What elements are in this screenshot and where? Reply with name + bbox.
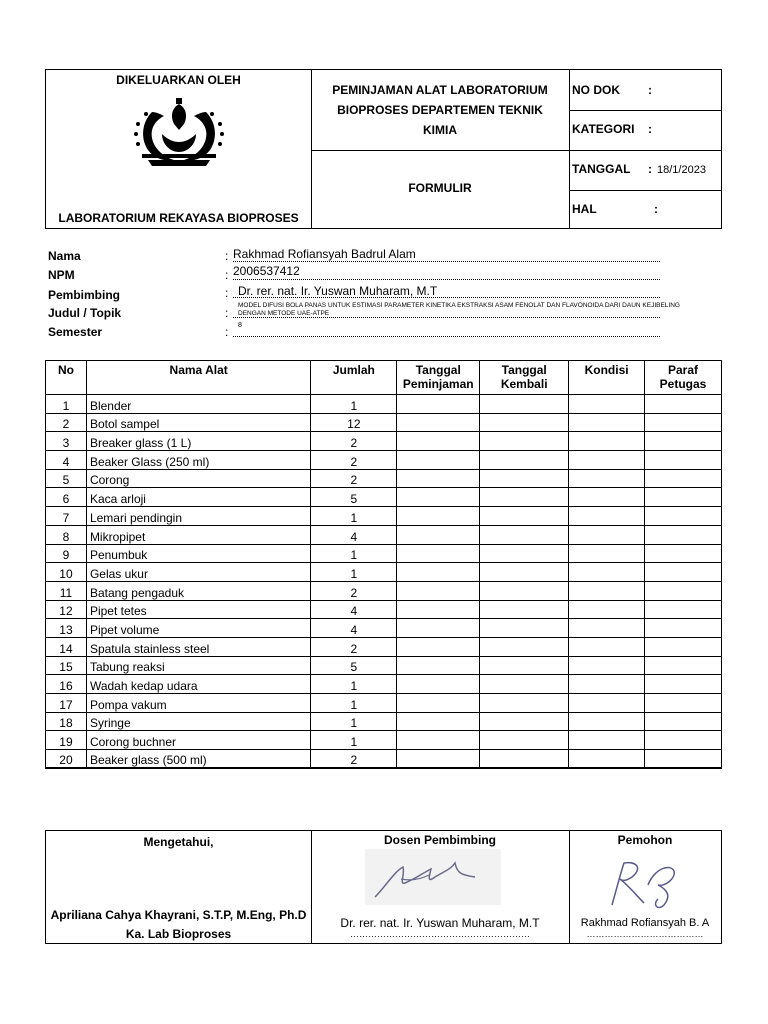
table-row bbox=[46, 544, 722, 563]
table-row bbox=[46, 525, 722, 544]
row-tgl-pinjam bbox=[397, 731, 480, 750]
col-tgl-kembali-2: Kembali bbox=[500, 377, 548, 391]
row-tgl-pinjam bbox=[397, 563, 480, 582]
semester-colon: : bbox=[225, 325, 229, 339]
table-row bbox=[46, 395, 722, 414]
col-paraf-2: Petugas bbox=[659, 377, 707, 391]
kategori-label: KATEGORI bbox=[572, 122, 635, 136]
row-number: 13 bbox=[46, 619, 87, 638]
row-tool-name: Beaker Glass (250 ml) bbox=[86, 451, 310, 470]
row-tgl-kembali bbox=[480, 395, 569, 414]
judul-colon: : bbox=[225, 306, 229, 320]
col-paraf-1: Paraf bbox=[668, 363, 699, 377]
row-kondisi bbox=[569, 731, 645, 750]
row-number: 10 bbox=[46, 563, 87, 582]
row-paraf bbox=[645, 731, 722, 750]
row-tool-name: Pipet volume bbox=[86, 619, 310, 638]
row-kondisi bbox=[569, 432, 645, 451]
row-number: 5 bbox=[46, 469, 87, 488]
row-paraf bbox=[645, 507, 722, 526]
row-quantity: 1 bbox=[311, 507, 397, 526]
col-tgl-pinjam-1: Tanggal bbox=[415, 363, 461, 377]
row-tool-name: Tabung reaksi bbox=[86, 656, 310, 675]
table-row bbox=[46, 637, 722, 656]
title-line-1: PEMINJAMAN ALAT LABORATORIUM bbox=[332, 83, 548, 97]
judul-value-line2: DENGAN METODE UAE-ATPE bbox=[238, 310, 330, 317]
row-kondisi bbox=[569, 563, 645, 582]
row-tgl-pinjam bbox=[397, 619, 480, 638]
row-kondisi bbox=[569, 451, 645, 470]
row-tgl-pinjam bbox=[397, 600, 480, 619]
col-jumlah: Jumlah bbox=[311, 361, 397, 395]
col-no: No bbox=[46, 361, 87, 395]
row-quantity: 2 bbox=[311, 581, 397, 600]
table-row bbox=[46, 581, 722, 600]
signature-block bbox=[45, 830, 722, 944]
table-row bbox=[46, 563, 722, 582]
row-paraf bbox=[645, 413, 722, 432]
npm-value: 2006537412 bbox=[233, 264, 300, 278]
row-tgl-kembali bbox=[480, 656, 569, 675]
table-row bbox=[46, 694, 722, 713]
tanggal-label: TANGGAL bbox=[572, 162, 631, 176]
row-tgl-kembali bbox=[480, 712, 569, 731]
row-kondisi bbox=[569, 712, 645, 731]
judul-value-line1: MODEL DIFUSI BOLA PANAS UNTUK ESTIMASI PARAMETER KINETIKA EKSTRAKSI ASAM FENOLAT DAN FLAVONOIDA DARI DAUN KEJIBELING bbox=[238, 302, 680, 309]
row-tgl-kembali bbox=[480, 581, 569, 600]
row-quantity: 1 bbox=[311, 694, 397, 713]
row-paraf bbox=[645, 712, 722, 731]
no-dok-value: : bbox=[648, 83, 652, 97]
row-tool-name: Blender bbox=[86, 395, 310, 414]
row-number: 3 bbox=[46, 432, 87, 451]
row-kondisi bbox=[569, 507, 645, 526]
row-paraf bbox=[645, 525, 722, 544]
row-tgl-kembali bbox=[480, 731, 569, 750]
row-quantity: 2 bbox=[311, 469, 397, 488]
row-tgl-kembali bbox=[480, 675, 569, 694]
row-tgl-pinjam bbox=[397, 469, 480, 488]
row-number: 18 bbox=[46, 712, 87, 731]
row-paraf bbox=[645, 563, 722, 582]
table-row bbox=[46, 600, 722, 619]
row-paraf bbox=[645, 395, 722, 414]
table-row bbox=[46, 507, 722, 526]
row-kondisi bbox=[569, 637, 645, 656]
row-paraf bbox=[645, 488, 722, 507]
semester-label: Semester bbox=[48, 325, 103, 339]
row-kondisi bbox=[569, 694, 645, 713]
row-number: 9 bbox=[46, 544, 87, 563]
row-quantity: 1 bbox=[311, 563, 397, 582]
row-tgl-pinjam bbox=[397, 750, 480, 769]
row-quantity: 1 bbox=[311, 395, 397, 414]
row-quantity: 1 bbox=[311, 544, 397, 563]
row-kondisi bbox=[569, 525, 645, 544]
row-tgl-kembali bbox=[480, 694, 569, 713]
row-tgl-kembali bbox=[480, 507, 569, 526]
tanggal-colon: : bbox=[648, 162, 652, 176]
row-tgl-kembali bbox=[480, 619, 569, 638]
row-tgl-kembali bbox=[480, 525, 569, 544]
row-kondisi bbox=[569, 395, 645, 414]
row-kondisi bbox=[569, 544, 645, 563]
row-tgl-kembali bbox=[480, 637, 569, 656]
pemohon-name: Rakhmad Rofiansyah B. A bbox=[580, 917, 710, 929]
row-number: 8 bbox=[46, 525, 87, 544]
pemohon-dots: ………………………………… bbox=[586, 929, 704, 939]
row-tgl-kembali bbox=[480, 600, 569, 619]
row-tool-name: Lemari pendingin bbox=[86, 507, 310, 526]
row-quantity: 1 bbox=[311, 731, 397, 750]
row-tgl-kembali bbox=[480, 432, 569, 451]
row-kondisi bbox=[569, 488, 645, 507]
col-nama-alat: Nama Alat bbox=[86, 361, 310, 395]
row-tool-name: Corong buchner bbox=[86, 731, 310, 750]
row-quantity: 12 bbox=[311, 413, 397, 432]
row-quantity: 1 bbox=[311, 712, 397, 731]
row-paraf bbox=[645, 675, 722, 694]
row-tgl-pinjam bbox=[397, 694, 480, 713]
row-number: 14 bbox=[46, 637, 87, 656]
row-tgl-pinjam bbox=[397, 507, 480, 526]
row-number: 11 bbox=[46, 581, 87, 600]
dosen-label: Dosen Pembimbing bbox=[383, 833, 496, 847]
dosen-name: Dr. rer. nat. Ir. Yuswan Muharam, M.T bbox=[340, 916, 540, 930]
row-tgl-pinjam bbox=[397, 581, 480, 600]
row-tool-name: Pipet tetes bbox=[86, 600, 310, 619]
npm-colon: : bbox=[225, 268, 229, 282]
row-quantity: 4 bbox=[311, 619, 397, 638]
col-tgl-pinjam bbox=[397, 361, 480, 395]
row-quantity: 2 bbox=[311, 637, 397, 656]
title-line-2: BIOPROSES DEPARTEMEN TEKNIK bbox=[337, 103, 543, 117]
table-row bbox=[46, 451, 722, 470]
row-tgl-kembali bbox=[480, 563, 569, 582]
row-tgl-pinjam bbox=[397, 544, 480, 563]
row-tool-name: Batang pengaduk bbox=[86, 581, 310, 600]
row-tgl-kembali bbox=[480, 413, 569, 432]
table-row bbox=[46, 712, 722, 731]
row-tool-name: Botol sampel bbox=[86, 413, 310, 432]
row-tgl-pinjam bbox=[397, 395, 480, 414]
nama-colon: : bbox=[225, 249, 229, 263]
university-logo bbox=[132, 94, 226, 172]
row-paraf bbox=[645, 637, 722, 656]
pembimbing-value: Dr. rer. nat. Ir. Yuswan Muharam, M.T bbox=[238, 284, 438, 298]
row-paraf bbox=[645, 451, 722, 470]
row-tool-name: Spatula stainless steel bbox=[86, 637, 310, 656]
row-kondisi bbox=[569, 600, 645, 619]
row-number: 6 bbox=[46, 488, 87, 507]
col-tgl-kembali-1: Tanggal bbox=[501, 363, 547, 377]
row-paraf bbox=[645, 581, 722, 600]
document-header bbox=[45, 69, 722, 229]
row-tool-name: Corong bbox=[86, 469, 310, 488]
row-quantity: 5 bbox=[311, 656, 397, 675]
pembimbing-colon: : bbox=[225, 286, 229, 300]
row-tool-name: Pompa vakum bbox=[86, 694, 310, 713]
row-tgl-kembali bbox=[480, 488, 569, 507]
row-paraf bbox=[645, 600, 722, 619]
row-tool-name: Syringe bbox=[86, 712, 310, 731]
form-label: FORMULIR bbox=[408, 181, 472, 195]
row-quantity: 5 bbox=[311, 488, 397, 507]
row-tgl-pinjam bbox=[397, 637, 480, 656]
row-number: 7 bbox=[46, 507, 87, 526]
row-number: 2 bbox=[46, 413, 87, 432]
row-tool-name: Gelas ukur bbox=[86, 563, 310, 582]
row-tool-name: Wadah kedap udara bbox=[86, 675, 310, 694]
table-row bbox=[46, 675, 722, 694]
row-number: 20 bbox=[46, 750, 87, 769]
no-dok-label: NO DOK bbox=[572, 83, 620, 97]
row-tgl-pinjam bbox=[397, 432, 480, 451]
row-number: 1 bbox=[46, 395, 87, 414]
title-line-3: KIMIA bbox=[423, 123, 457, 137]
row-tgl-pinjam bbox=[397, 712, 480, 731]
tools-table bbox=[45, 360, 722, 769]
hal-value: : bbox=[654, 202, 658, 216]
row-tgl-pinjam bbox=[397, 451, 480, 470]
row-tool-name: Mikropipet bbox=[86, 525, 310, 544]
col-tgl-kembali bbox=[480, 361, 569, 395]
row-tool-name: Beaker glass (500 ml) bbox=[86, 750, 310, 769]
row-tool-name: Breaker glass (1 L) bbox=[86, 432, 310, 451]
lab-name: LABORATORIUM REKAYASA BIOPROSES bbox=[58, 211, 299, 225]
row-number: 16 bbox=[46, 675, 87, 694]
dosen-signature bbox=[365, 849, 501, 905]
row-tool-name: Penumbuk bbox=[86, 544, 310, 563]
row-quantity: 4 bbox=[311, 600, 397, 619]
row-kondisi bbox=[569, 469, 645, 488]
row-quantity: 2 bbox=[311, 750, 397, 769]
col-tgl-pinjam-2: Peminjaman bbox=[402, 377, 474, 391]
col-kondisi: Kondisi bbox=[569, 361, 645, 395]
mengetahui-label: Mengetahui, bbox=[143, 835, 214, 849]
row-quantity: 2 bbox=[311, 451, 397, 470]
row-quantity: 4 bbox=[311, 525, 397, 544]
judul-label: Judul / Topik bbox=[48, 306, 122, 320]
pembimbing-label: Pembimbing bbox=[48, 288, 121, 302]
row-paraf bbox=[645, 694, 722, 713]
tanggal-value: 18/1/2023 bbox=[657, 164, 706, 176]
row-number: 15 bbox=[46, 656, 87, 675]
row-kondisi bbox=[569, 675, 645, 694]
row-paraf bbox=[645, 469, 722, 488]
row-paraf bbox=[645, 656, 722, 675]
row-kondisi bbox=[569, 581, 645, 600]
row-tgl-kembali bbox=[480, 469, 569, 488]
pemohon-signature bbox=[602, 855, 692, 911]
table-row bbox=[46, 432, 722, 451]
row-paraf bbox=[645, 432, 722, 451]
row-tool-name: Kaca arloji bbox=[86, 488, 310, 507]
row-number: 17 bbox=[46, 694, 87, 713]
row-number: 19 bbox=[46, 731, 87, 750]
dosen-dots: …………………………………………………… bbox=[350, 929, 530, 939]
npm-label: NPM bbox=[48, 268, 75, 282]
kategori-value: : bbox=[648, 122, 652, 136]
kalab-name: Apriliana Cahya Khayrani, S.T.P, M.Eng, Ph.D bbox=[50, 908, 307, 922]
pemohon-label: Pemohon bbox=[617, 833, 673, 847]
row-tgl-pinjam bbox=[397, 675, 480, 694]
row-tgl-pinjam bbox=[397, 525, 480, 544]
hal-label: HAL bbox=[572, 202, 597, 216]
issued-by-label: DIKELUARKAN OLEH bbox=[116, 73, 241, 87]
nama-value: Rakhmad Rofiansyah Badrul Alam bbox=[233, 247, 416, 261]
row-number: 4 bbox=[46, 451, 87, 470]
table-row bbox=[46, 488, 722, 507]
row-number: 12 bbox=[46, 600, 87, 619]
nama-label: Nama bbox=[48, 249, 81, 263]
table-row bbox=[46, 619, 722, 638]
table-row bbox=[46, 413, 722, 432]
row-tgl-kembali bbox=[480, 451, 569, 470]
row-paraf bbox=[645, 619, 722, 638]
row-tgl-kembali bbox=[480, 544, 569, 563]
row-quantity: 1 bbox=[311, 675, 397, 694]
table-row bbox=[46, 750, 722, 769]
kalab-title: Ka. Lab Bioproses bbox=[125, 927, 232, 941]
row-paraf bbox=[645, 750, 722, 769]
row-tgl-pinjam bbox=[397, 413, 480, 432]
row-kondisi bbox=[569, 656, 645, 675]
row-kondisi bbox=[569, 750, 645, 769]
row-tgl-pinjam bbox=[397, 656, 480, 675]
semester-value: 8 bbox=[238, 322, 242, 329]
col-paraf bbox=[645, 361, 722, 395]
row-kondisi bbox=[569, 413, 645, 432]
row-tgl-pinjam bbox=[397, 488, 480, 507]
row-kondisi bbox=[569, 619, 645, 638]
table-row bbox=[46, 731, 722, 750]
row-tgl-kembali bbox=[480, 750, 569, 769]
table-row bbox=[46, 469, 722, 488]
row-paraf bbox=[645, 544, 722, 563]
table-row bbox=[46, 656, 722, 675]
row-quantity: 2 bbox=[311, 432, 397, 451]
table-header-row bbox=[46, 361, 722, 395]
